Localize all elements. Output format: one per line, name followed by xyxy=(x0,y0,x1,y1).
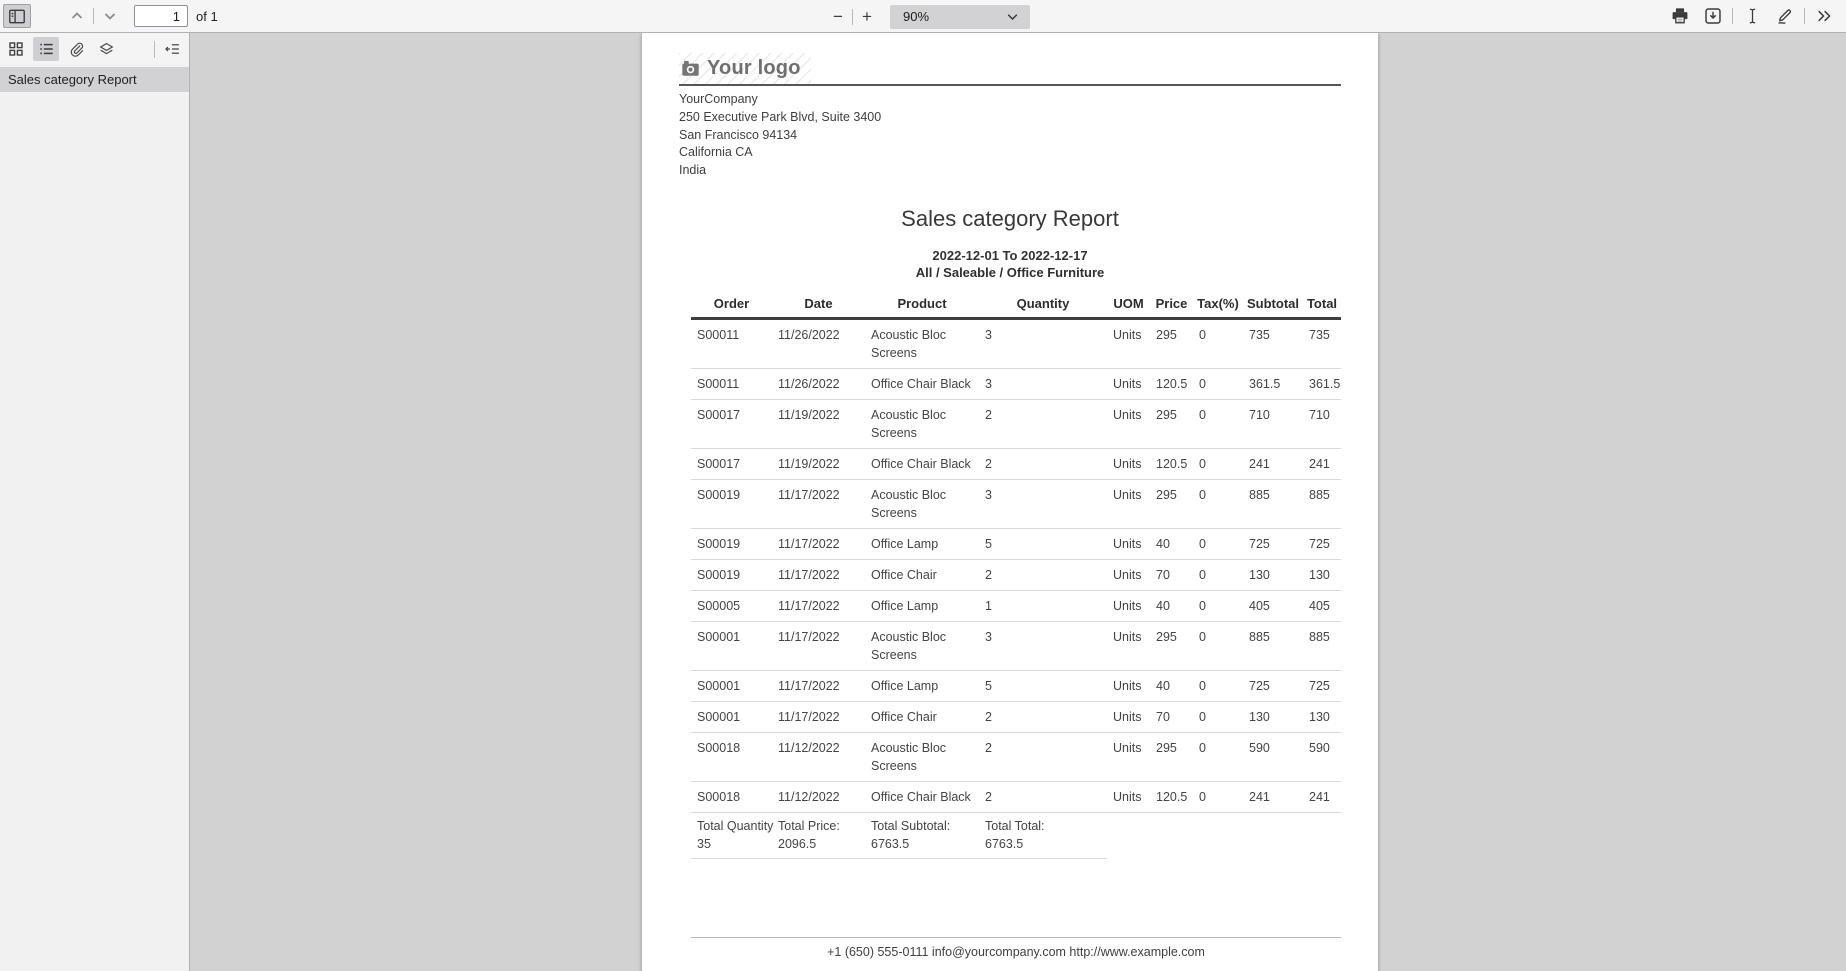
attachments-button[interactable] xyxy=(63,37,89,61)
table-cell: 130 xyxy=(1243,701,1303,732)
table-cell: 130 xyxy=(1303,701,1341,732)
table-cell: 11/12/2022 xyxy=(772,732,865,781)
table-cell: 3 xyxy=(979,318,1107,368)
table-cell: Units xyxy=(1107,732,1150,781)
empty-cell xyxy=(1243,812,1303,858)
table-cell: Units xyxy=(1107,781,1150,812)
table-cell: 0 xyxy=(1193,732,1243,781)
table-cell: 0 xyxy=(1193,479,1243,528)
zoom-in-button[interactable]: + xyxy=(855,5,879,29)
table-cell: Units xyxy=(1107,479,1150,528)
table-cell: 241 xyxy=(1303,448,1341,479)
total-label: Total Subtotal: xyxy=(871,818,951,833)
table-cell: S00001 xyxy=(691,621,772,670)
pdf-page xyxy=(642,33,1378,971)
col-header-date: Date xyxy=(772,291,865,319)
main-content xyxy=(0,33,1846,971)
total-value: 6763.5 xyxy=(985,836,1024,851)
camera-icon xyxy=(681,60,700,77)
col-header-product: Product xyxy=(865,291,979,319)
total-label: Total Quantity xyxy=(697,818,774,833)
table-cell: 295 xyxy=(1150,621,1193,670)
table-cell: 11/17/2022 xyxy=(772,621,865,670)
table-cell: Units xyxy=(1107,399,1150,448)
table-cell: 5 xyxy=(979,528,1107,559)
table-cell: 70 xyxy=(1150,701,1193,732)
table-cell: Acoustic Bloc Screens xyxy=(865,732,979,781)
toolbar-separator xyxy=(852,9,853,25)
table-cell: Office Chair Black xyxy=(865,368,979,399)
table-cell: 0 xyxy=(1193,368,1243,399)
table-row xyxy=(691,781,1341,812)
table-cell: 11/17/2022 xyxy=(772,670,865,701)
top-toolbar xyxy=(0,0,1846,33)
outline-view-button[interactable] xyxy=(33,37,59,61)
table-cell: Units xyxy=(1107,621,1150,670)
table-cell: Office Lamp xyxy=(865,528,979,559)
sidebar-toolbar-separator xyxy=(154,41,155,58)
table-cell: 885 xyxy=(1303,479,1341,528)
print-button[interactable] xyxy=(1666,4,1694,28)
print-icon xyxy=(1671,7,1689,25)
table-cell: 1 xyxy=(979,590,1107,621)
company-name: YourCompany xyxy=(679,92,758,106)
empty-cell xyxy=(1107,812,1150,858)
col-header-price: Price xyxy=(1150,291,1193,319)
table-cell: 11/12/2022 xyxy=(772,781,865,812)
empty-cell xyxy=(1150,812,1193,858)
table-cell: 590 xyxy=(1303,732,1341,781)
table-cell: 2 xyxy=(979,448,1107,479)
draw-tool-button[interactable] xyxy=(1771,4,1799,28)
table-row xyxy=(691,528,1341,559)
col-header-quantity: Quantity xyxy=(979,291,1107,319)
table-header-row xyxy=(691,291,1341,319)
toolbar-separator xyxy=(93,8,94,24)
table-cell: 725 xyxy=(1243,670,1303,701)
text-cursor-icon xyxy=(1744,7,1761,25)
empty-cell xyxy=(1193,812,1243,858)
table-cell: Units xyxy=(1107,318,1150,368)
table-cell: 11/19/2022 xyxy=(772,448,865,479)
table-cell: 361.5 xyxy=(1243,368,1303,399)
table-cell: 120.5 xyxy=(1150,368,1193,399)
table-cell: 11/17/2022 xyxy=(772,590,865,621)
current-outline-item-icon xyxy=(164,41,181,57)
table-cell: 11/26/2022 xyxy=(772,368,865,399)
table-cell: 0 xyxy=(1193,528,1243,559)
table-cell: Units xyxy=(1107,701,1150,732)
table-cell: 0 xyxy=(1193,621,1243,670)
table-cell: 0 xyxy=(1193,590,1243,621)
table-cell: 3 xyxy=(979,368,1107,399)
table-cell: 735 xyxy=(1243,318,1303,368)
table-cell: 710 xyxy=(1243,399,1303,448)
toolbar-left-group xyxy=(0,4,218,28)
table-cell: S00019 xyxy=(691,559,772,590)
table-cell: 11/19/2022 xyxy=(772,399,865,448)
table-cell: S00001 xyxy=(691,670,772,701)
table-cell: S00017 xyxy=(691,399,772,448)
chevron-down-icon xyxy=(102,8,118,24)
page-count-label: of 1 xyxy=(196,8,218,24)
table-cell: 40 xyxy=(1150,670,1193,701)
table-cell: 405 xyxy=(1243,590,1303,621)
col-header-subtotal: Subtotal xyxy=(1243,291,1303,319)
table-cell: Office Chair xyxy=(865,559,979,590)
table-cell: 2 xyxy=(979,701,1107,732)
zoom-controls xyxy=(826,0,1030,33)
table-row xyxy=(691,318,1341,368)
paperclip-icon xyxy=(68,41,84,58)
table-cell: 0 xyxy=(1193,318,1243,368)
table-cell: 725 xyxy=(1303,528,1341,559)
col-header-order: Order xyxy=(691,291,772,319)
total-cell-subtotal xyxy=(865,812,979,858)
table-cell: 5 xyxy=(979,670,1107,701)
sidebar xyxy=(0,33,190,971)
thumbnails-view-button[interactable] xyxy=(3,37,29,61)
outline-panel xyxy=(0,65,189,971)
chevron-down-icon xyxy=(1007,13,1018,21)
total-label: Total Price: xyxy=(778,818,840,833)
table-row xyxy=(691,701,1341,732)
table-cell: 40 xyxy=(1150,528,1193,559)
table-cell: 2 xyxy=(979,732,1107,781)
layers-icon xyxy=(98,41,115,57)
col-header-total: Total xyxy=(1303,291,1341,319)
table-cell: 0 xyxy=(1193,701,1243,732)
table-row xyxy=(691,448,1341,479)
table-cell: 0 xyxy=(1193,781,1243,812)
table-cell: 295 xyxy=(1150,318,1193,368)
table-cell: 130 xyxy=(1303,559,1341,590)
chevron-up-icon xyxy=(69,8,85,24)
table-cell: 40 xyxy=(1150,590,1193,621)
double-chevron-right-icon xyxy=(1815,8,1833,24)
table-cell: 2 xyxy=(979,559,1107,590)
table-row xyxy=(691,368,1341,399)
table-cell: S00019 xyxy=(691,479,772,528)
table-cell: 295 xyxy=(1150,479,1193,528)
download-icon xyxy=(1704,7,1722,25)
table-cell: Office Chair Black xyxy=(865,781,979,812)
table-row xyxy=(691,621,1341,670)
table-cell: 11/17/2022 xyxy=(772,559,865,590)
table-cell: 361.5 xyxy=(1303,368,1341,399)
address-line: 250 Executive Park Blvd, Suite 3400 xyxy=(679,109,882,124)
company-logo xyxy=(679,53,811,84)
address-line: India xyxy=(679,163,707,178)
table-cell: 725 xyxy=(1303,670,1341,701)
table-cell: 885 xyxy=(1243,621,1303,670)
table-cell: 241 xyxy=(1303,781,1341,812)
thumbnails-grid-icon xyxy=(8,41,24,57)
table-cell: 120.5 xyxy=(1150,781,1193,812)
table-cell: 241 xyxy=(1243,448,1303,479)
table-cell: 885 xyxy=(1303,621,1341,670)
table-cell: S00005 xyxy=(691,590,772,621)
download-button[interactable] xyxy=(1699,4,1727,28)
zoom-level-select[interactable] xyxy=(890,5,1030,29)
document-header xyxy=(679,33,1341,86)
total-cell-quantity xyxy=(691,812,772,858)
empty-cell xyxy=(1303,812,1341,858)
table-cell: S00011 xyxy=(691,318,772,368)
total-cell-total xyxy=(979,812,1107,858)
table-cell: Units xyxy=(1107,559,1150,590)
table-cell: 0 xyxy=(1193,670,1243,701)
table-cell: Office Chair xyxy=(865,701,979,732)
toolbar-separator xyxy=(1804,8,1805,24)
page-number-input[interactable] xyxy=(134,5,188,27)
table-cell: 735 xyxy=(1303,318,1341,368)
table-cell: Acoustic Bloc Screens xyxy=(865,318,979,368)
report-category-path: All / Saleable / Office Furniture xyxy=(915,264,1105,280)
table-cell: Acoustic Bloc Screens xyxy=(865,399,979,448)
table-row xyxy=(691,732,1341,781)
logo-text: Your logo xyxy=(707,57,801,79)
report-date-range: 2022-12-01 To 2022-12-17 xyxy=(932,247,1088,263)
total-label: Total Total: xyxy=(985,818,1045,833)
page-footer: +1 (650) 555-0111 info@yourcompany.com http://www.example.com xyxy=(691,937,1341,959)
layers-button[interactable] xyxy=(93,37,119,61)
table-cell: 11/17/2022 xyxy=(772,701,865,732)
totals-row xyxy=(691,812,1341,858)
table-cell: Office Lamp xyxy=(865,670,979,701)
pen-icon xyxy=(1776,7,1794,25)
current-outline-item-button[interactable] xyxy=(159,37,185,61)
table-cell: 2 xyxy=(979,781,1107,812)
table-cell: 70 xyxy=(1150,559,1193,590)
table-cell: 11/17/2022 xyxy=(772,528,865,559)
table-cell: 725 xyxy=(1243,528,1303,559)
table-cell: 3 xyxy=(979,621,1107,670)
table-row xyxy=(691,670,1341,701)
table-cell: Office Lamp xyxy=(865,590,979,621)
report-title: Sales category Report xyxy=(901,205,1119,231)
col-header-uom: UOM xyxy=(1107,291,1150,319)
table-cell: 11/17/2022 xyxy=(772,479,865,528)
sidebar-toggle-icon xyxy=(8,8,26,25)
table-cell: Units xyxy=(1107,528,1150,559)
next-page-button[interactable] xyxy=(96,4,124,28)
table-row xyxy=(691,559,1341,590)
table-cell: 2 xyxy=(979,399,1107,448)
company-address-block xyxy=(679,91,1341,180)
address-line: San Francisco 94134 xyxy=(679,127,798,142)
sidebar-toolbar xyxy=(0,33,189,65)
table-cell: 0 xyxy=(1193,399,1243,448)
table-cell: 130 xyxy=(1243,559,1303,590)
toolbar-right-group xyxy=(1666,4,1846,28)
table-row xyxy=(691,479,1341,528)
zoom-level-value: 90% xyxy=(903,9,930,24)
more-tools-button[interactable] xyxy=(1810,4,1838,28)
table-cell: 120.5 xyxy=(1150,448,1193,479)
outline-list-icon xyxy=(38,41,55,57)
table-cell: 0 xyxy=(1193,448,1243,479)
table-cell: S00001 xyxy=(691,701,772,732)
table-cell: Office Chair Black xyxy=(865,448,979,479)
table-cell: 11/26/2022 xyxy=(772,318,865,368)
total-value: 2096.5 xyxy=(778,836,817,851)
table-cell: 590 xyxy=(1243,732,1303,781)
table-cell: 295 xyxy=(1150,399,1193,448)
total-value: 35 xyxy=(697,836,711,851)
table-cell: 3 xyxy=(979,479,1107,528)
table-cell: Units xyxy=(1107,590,1150,621)
table-cell: 885 xyxy=(1243,479,1303,528)
table-cell: 241 xyxy=(1243,781,1303,812)
outline-item-sales-category-report[interactable]: Sales category Report xyxy=(0,67,189,92)
total-cell-price xyxy=(772,812,865,858)
table-cell: Units xyxy=(1107,448,1150,479)
table-cell: Acoustic Bloc Screens xyxy=(865,621,979,670)
table-cell: S00019 xyxy=(691,528,772,559)
sales-table xyxy=(691,291,1341,859)
previous-page-button[interactable] xyxy=(63,4,91,28)
table-cell: 710 xyxy=(1303,399,1341,448)
address-line: California CA xyxy=(679,145,753,160)
total-value: 6763.5 xyxy=(871,836,910,851)
text-selection-tool-button[interactable] xyxy=(1738,4,1766,28)
table-cell: S00011 xyxy=(691,368,772,399)
table-cell: 0 xyxy=(1193,559,1243,590)
col-header-tax: Tax(%) xyxy=(1193,291,1243,319)
table-cell: 405 xyxy=(1303,590,1341,621)
zoom-out-button[interactable]: − xyxy=(826,5,850,29)
table-cell: Acoustic Bloc Screens xyxy=(865,479,979,528)
table-cell: Units xyxy=(1107,670,1150,701)
viewer-area[interactable] xyxy=(190,33,1846,971)
table-row xyxy=(691,590,1341,621)
table-cell: Units xyxy=(1107,368,1150,399)
sidebar-toggle-button[interactable] xyxy=(3,4,31,28)
table-cell: S00017 xyxy=(691,448,772,479)
table-cell: 295 xyxy=(1150,732,1193,781)
table-row xyxy=(691,399,1341,448)
toolbar-separator xyxy=(1732,8,1733,24)
table-cell: S00018 xyxy=(691,781,772,812)
table-cell: S00018 xyxy=(691,732,772,781)
